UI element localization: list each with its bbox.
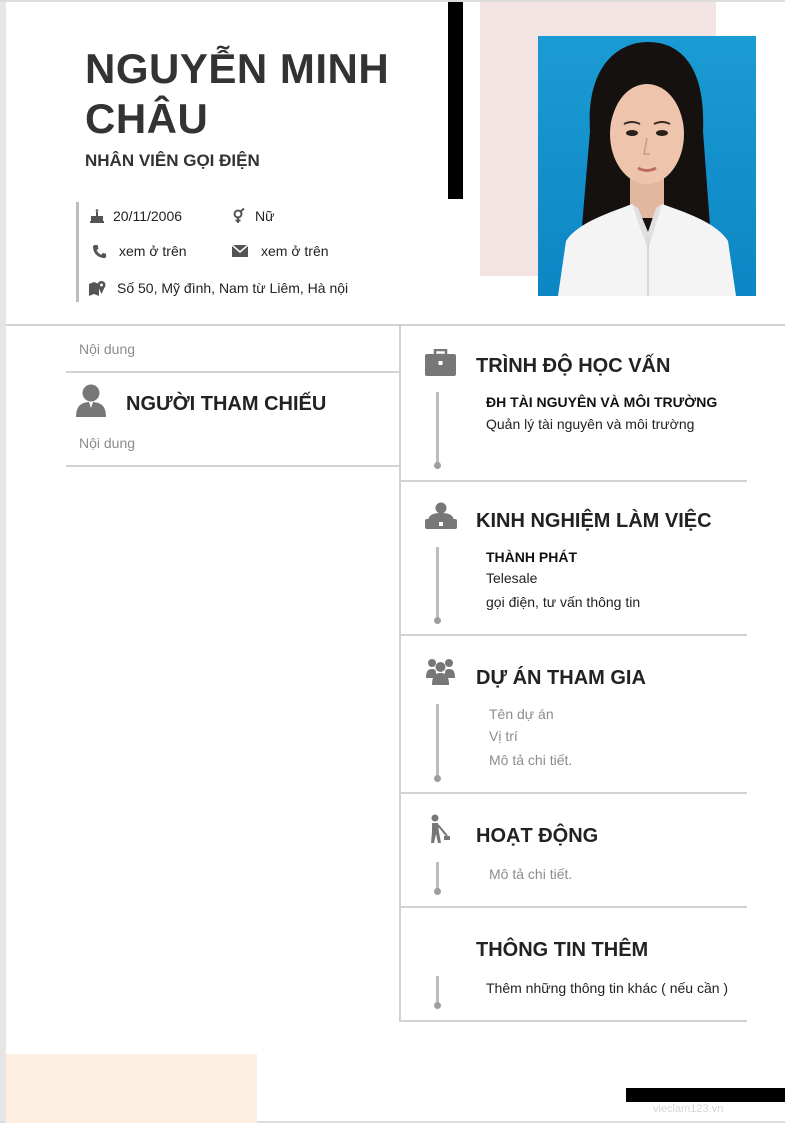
education-timeline-line [436,392,439,464]
experience-timeline-line [436,547,439,620]
watermark: vieclam123.vn [653,1103,724,1115]
email-value: xem ở trên [261,243,329,259]
education-timeline-dot [434,462,441,469]
additional-timeline-line [436,976,439,1004]
experience-company: THÀNH PHÁT [486,549,577,565]
address-row [89,280,348,296]
profile-photo[interactable] [538,36,756,296]
experience-separator [401,634,747,636]
experience-timeline-dot [434,617,441,624]
projects-separator [401,792,747,794]
project-description[interactable]: Mô tả chi tiết. [489,752,573,768]
education-separator [401,480,747,482]
team-icon [425,656,456,690]
cake-icon [89,208,105,224]
info-accent-bar [76,202,79,302]
person-icon [76,383,106,422]
header-divider [6,324,785,326]
project-name[interactable]: Tên dự án [489,706,554,722]
project-role[interactable]: Vị trí [489,728,518,744]
activities-separator [401,906,747,908]
activities-title: HOẠT ĐỘNG [476,825,599,847]
additional-info-separator [401,1020,747,1022]
education-title: TRÌNH ĐỘ HỌC VẤN [476,355,671,377]
activities-description[interactable]: Mô tả chi tiết. [489,866,573,882]
office-worker-icon [425,502,457,534]
page-left-edge [0,0,6,1123]
additional-timeline-dot [434,1002,441,1009]
job-title: NHÂN VIÊN GỌI ĐIỆN [85,151,260,170]
gender-icon [231,208,247,224]
decorative-black-bar [448,2,463,199]
activities-timeline-line [436,862,439,890]
left-top-content: Nội dung [79,341,136,357]
decorative-bottom-bar [626,1088,785,1102]
experience-title: KINH NGHIỆM LÀM VIỆC [476,510,712,532]
additional-info-title: THÔNG TIN THÊM [476,939,649,961]
experience-description: gọi điện, tư vấn thông tin [486,594,641,610]
phone-value: xem ở trên [119,243,187,259]
phone-row [92,243,187,259]
volunteer-icon [425,814,451,849]
envelope-icon [232,245,248,257]
email-row [232,243,329,259]
birthday-value: 20/11/2006 [113,208,183,224]
additional-info-content: Thêm những thông tin khác ( nếu cần ) [486,980,729,996]
briefcase-icon [425,349,456,381]
projects-title: DỰ ÁN THAM GIA [476,667,646,689]
map-pin-icon [89,280,106,296]
decorative-peach-block [6,1054,257,1123]
experience-position: Telesale [486,570,538,586]
column-divider [399,326,401,1022]
left-separator-bottom [66,465,400,467]
references-title: NGƯỜI THAM CHIẾU [126,393,327,415]
portrait-illustration [538,36,756,296]
gender-value: Nữ [255,208,275,224]
activities-timeline-dot [434,888,441,895]
address-value: Số 50, Mỹ đình, Nam từ Liêm, Hà nội [117,280,349,296]
gender-row [231,208,274,224]
phone-icon [92,244,107,259]
projects-timeline-line [436,704,439,778]
left-separator [66,371,400,373]
references-content: Nội dung [79,435,136,451]
candidate-name: NGUYỄN MINH CHÂU [85,45,390,142]
education-major: Quản lý tài nguyên và môi trường [486,416,695,432]
projects-timeline-dot [434,775,441,782]
birthday-row [89,208,182,224]
education-school: ĐH TÀI NGUYÊN VÀ MÔI TRƯỜNG [486,394,718,410]
